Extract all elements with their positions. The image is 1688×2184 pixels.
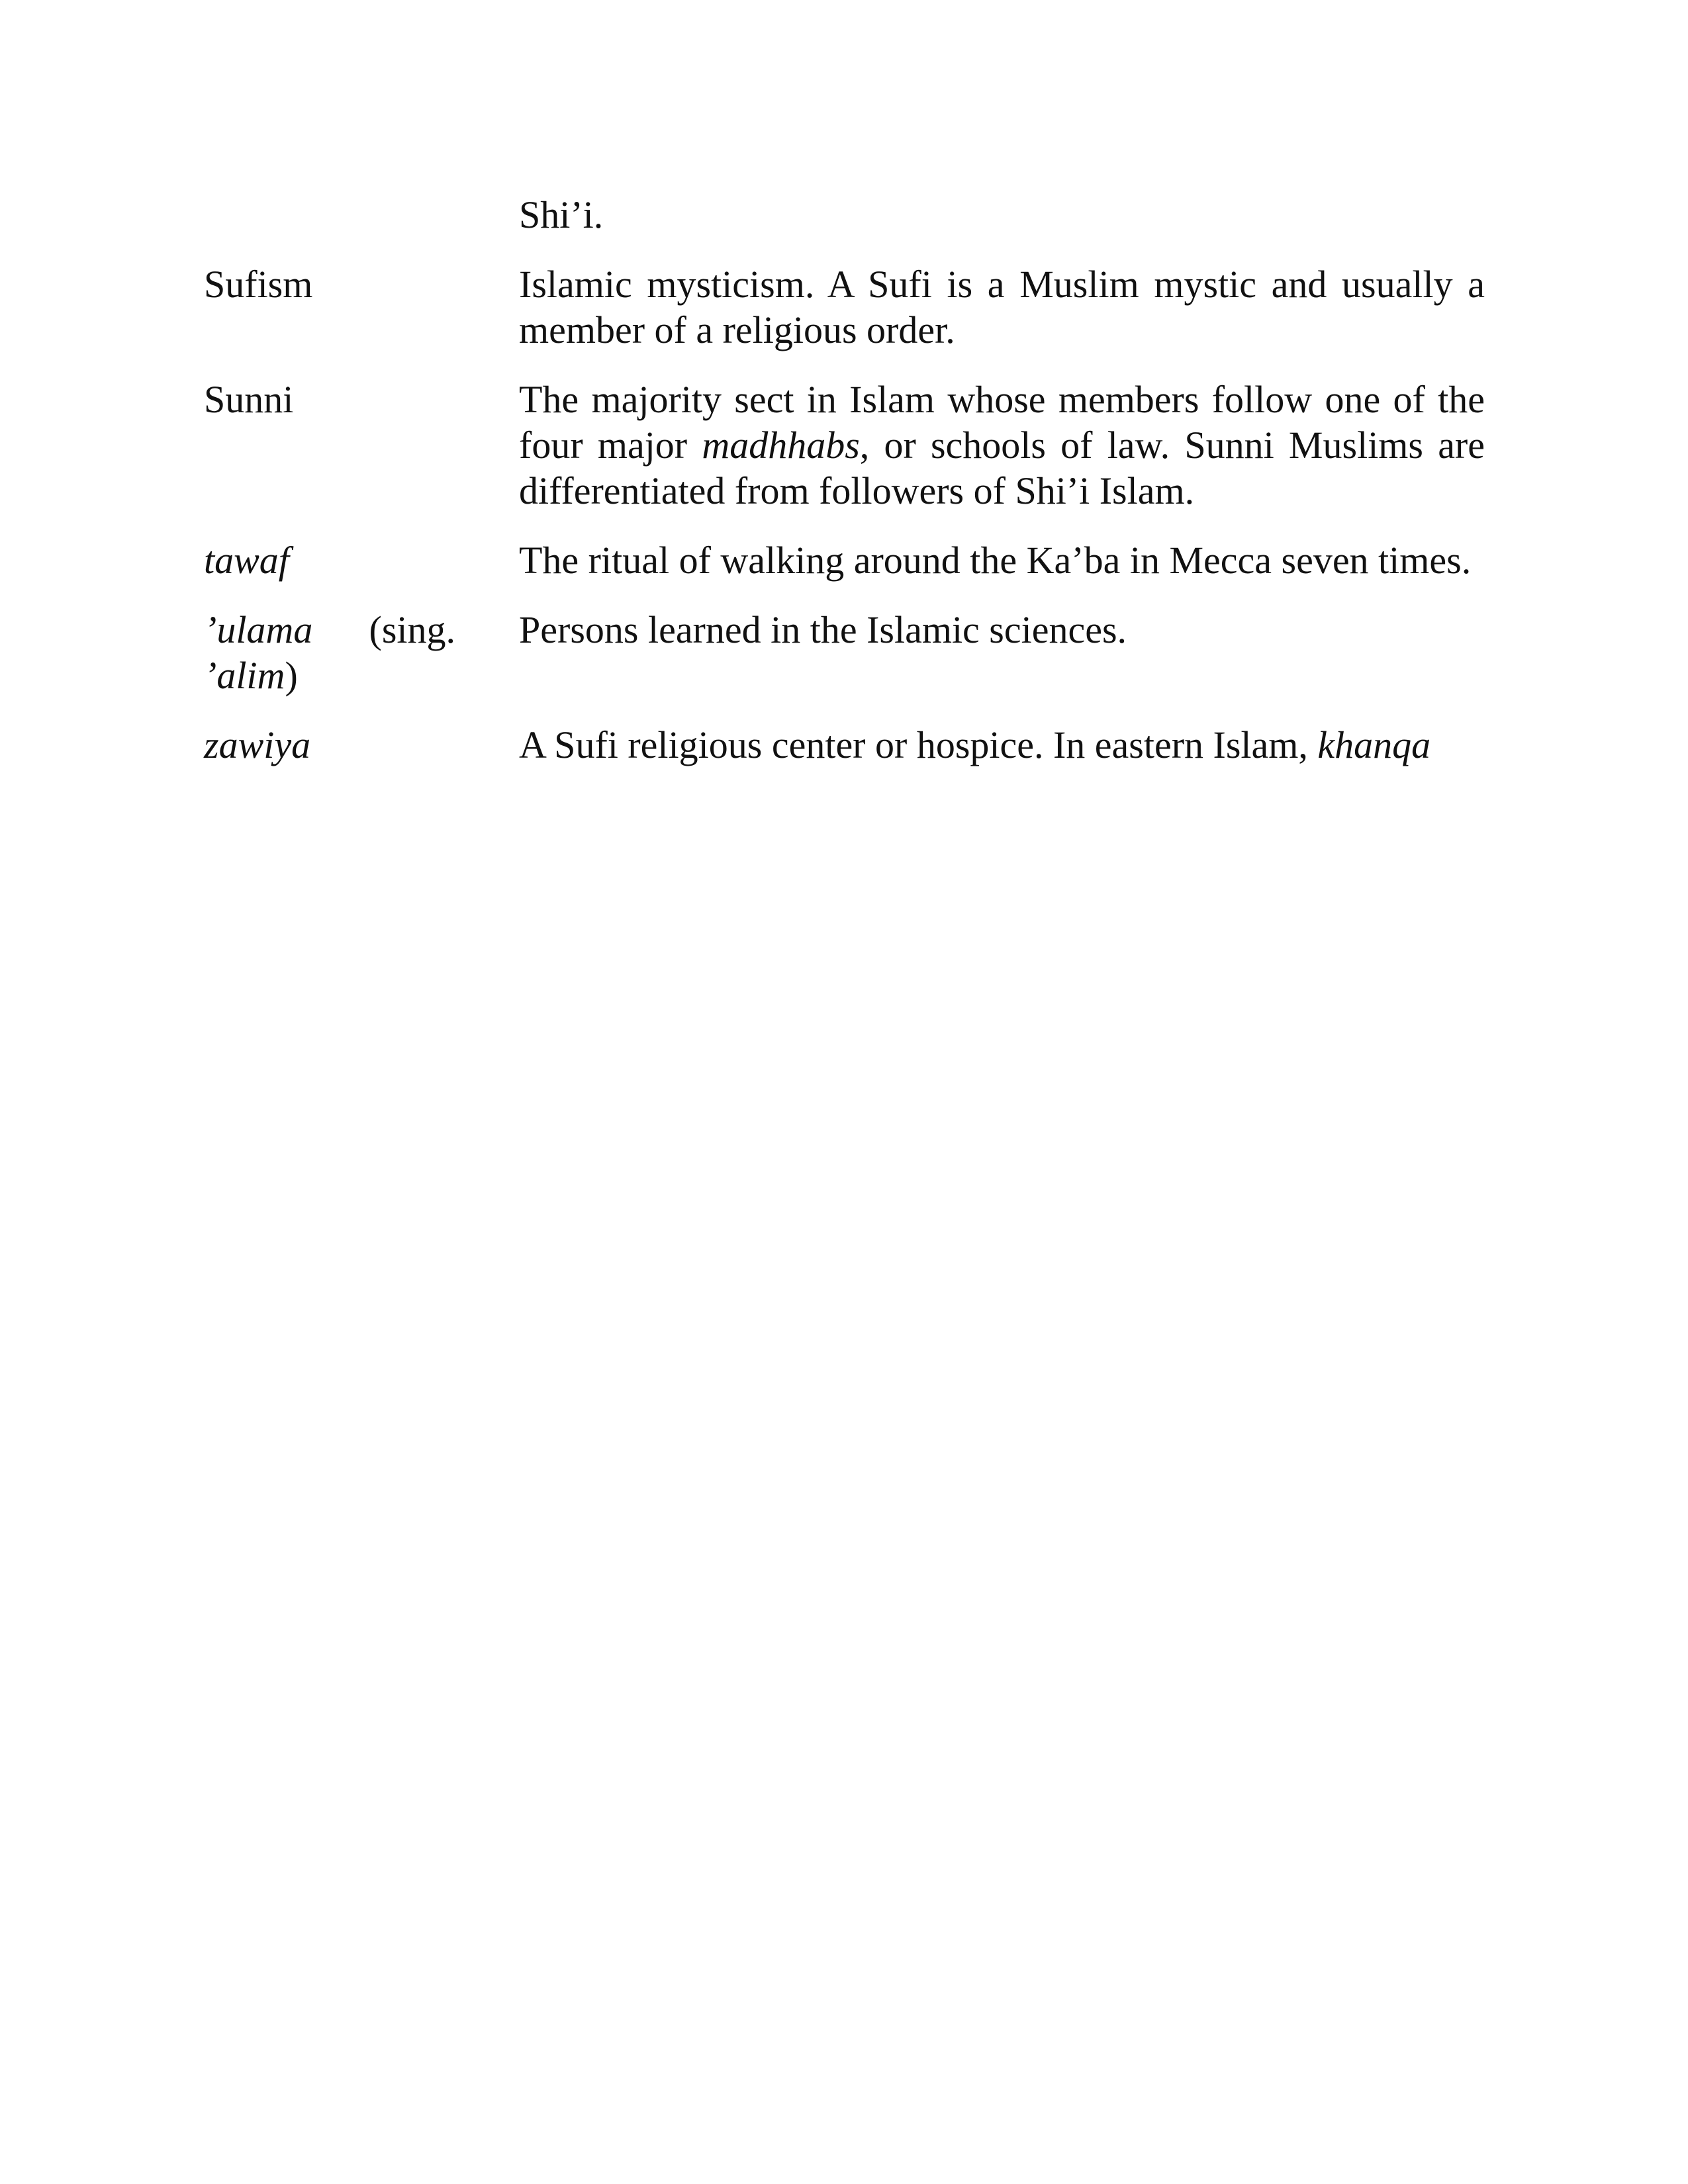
glossary-definition [519, 722, 1485, 768]
definition-text: The ritual of walking around the Ka’ba in Mecca seven times. [519, 539, 1472, 582]
definition-text: Shi’i. [519, 193, 604, 236]
glossary-entry-zawiya [204, 722, 1485, 768]
glossary-definition [519, 607, 1485, 653]
glossary-term-line [204, 607, 455, 653]
glossary-entry-sufism [204, 261, 1485, 353]
definition-text: Persons learned in the Islamic sciences. [519, 608, 1127, 651]
glossary-entry-ulama [204, 607, 1485, 698]
definition-text: A Sufi religious center or hospice. In eastern Islam, [519, 723, 1318, 766]
glossary-term: zawiya [204, 723, 311, 766]
glossary-entry-tawaf [204, 537, 1485, 583]
glossary-entry-sunni [204, 377, 1485, 514]
glossary-term-line [204, 653, 455, 698]
glossary-definition [519, 537, 1485, 583]
term-sing-label: (sing. [369, 608, 455, 651]
definition-text: The majority sect in Islam whose members follow one of the four major [519, 378, 1485, 467]
glossary-list [204, 192, 1485, 768]
glossary-term: Sunni [204, 378, 294, 421]
glossary-term: Sufism [204, 263, 313, 306]
definition-text: , or schools of law. Sunni Muslims are differentiated from followers of Shi’i Islam. [519, 424, 1485, 512]
glossary-term: tawaf [204, 539, 289, 582]
definition-text: Islamic mysticism. A Sufi is a Muslim mystic and usually a member of a religious order. [519, 263, 1485, 351]
glossary-definition [519, 261, 1485, 353]
definition-italic-term: khanqa [1317, 723, 1431, 766]
glossary-definition [519, 377, 1485, 514]
glossary-definition [519, 192, 1485, 238]
definition-italic-term: madhhabs [702, 424, 860, 467]
glossary-term [204, 607, 455, 698]
term-singular: ’alim [204, 654, 285, 697]
term-plural: ’ulama [204, 608, 313, 651]
term-close-paren: ) [285, 654, 298, 697]
glossary-entry-continuation [204, 192, 1485, 238]
